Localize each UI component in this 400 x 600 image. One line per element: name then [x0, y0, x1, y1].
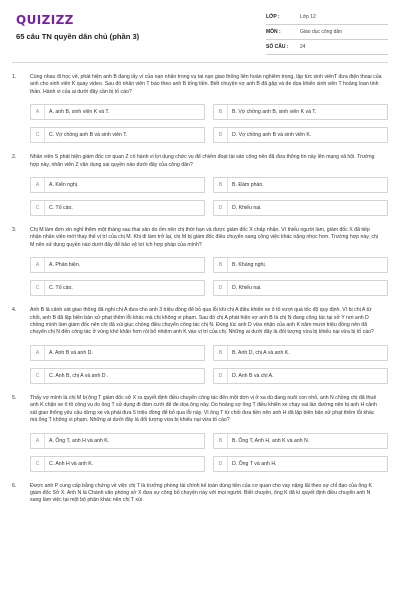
answer-option-c[interactable] [30, 456, 205, 472]
answer-option-a[interactable] [30, 177, 205, 193]
answer-options [30, 104, 388, 143]
option-text: B. Kháng nghị. [232, 262, 267, 269]
option-text: D. Vợ chồng anh B và sinh viên K. [232, 132, 312, 139]
answer-option-b[interactable] [213, 433, 388, 449]
option-letter: B [214, 178, 228, 192]
option-letter: A [31, 258, 45, 272]
option-text: B. Anh D, chị A và anh K. [232, 349, 290, 356]
answer-option-d[interactable] [213, 456, 388, 472]
meta-value: Giáo dục công dân [300, 29, 342, 35]
option-text: C. Anh H và anh K. [49, 460, 94, 467]
answer-options [30, 345, 388, 384]
option-text: A. Phản biện. [49, 262, 81, 269]
option-text: A. Ông T, anh H và anh K. [49, 437, 110, 444]
option-letter: B [214, 105, 228, 119]
option-letter: B [214, 434, 228, 448]
meta-value: Lớp 12 [300, 14, 316, 20]
meta-key: MÔN : [266, 29, 281, 35]
option-text: B. Ông T, Anh H, anh K và anh N. [232, 437, 310, 444]
question-number: 5. [12, 394, 17, 401]
question-number: 2. [12, 154, 17, 161]
question-list [12, 74, 388, 516]
option-letter: A [31, 105, 45, 119]
option-letter: C [31, 281, 45, 295]
answer-option-c[interactable] [30, 127, 205, 143]
option-letter: C [31, 369, 45, 383]
option-text: C. Tố cáo. [49, 205, 73, 212]
answer-option-b[interactable] [213, 345, 388, 361]
question-text: Anh B là cảnh sát giao thông đã nghi chị A đưa cho anh 3 triệu đồng để bỏ qua lỗi khi chị A điều khiển xe ô tô vượt quá tốc độ quy định. Vì bị chị A từ chối, anh B đã lập biên bản xử phạt thêm lỗi khác mà chị không vi phạm. Sau đó chị A phát hiện vợ anh B là chị N đang công tác tại sở Y nơi anh D chồng mình làm giám đốc nên chị đã xúi giục chồng điều chuyển công tác chị N. Đúng lúc anh D vừa nhận của anh K năm mươi triệu đồng nên đã chuyển chị N đến công tác ở vùng khó khăn hơn rồi bổ nhiệm anh K vào vị trí của chị. Những ai dưới đây là đối tượng vừa bị khiếu nại vừa bị tố cáo? [30, 307, 374, 336]
answer-option-a[interactable] [30, 345, 205, 361]
answer-options [30, 433, 388, 472]
question-number: 4. [12, 307, 17, 314]
meta-row-grade [266, 10, 388, 25]
option-text: A. Anh B và anh D. [49, 349, 93, 356]
option-text: D. Ông T và anh H. [232, 460, 277, 467]
question-item [12, 483, 388, 505]
answer-options [30, 177, 388, 216]
quizizz-logo: QUIZIZZ [16, 13, 74, 27]
option-text: C. Tố cáo. [49, 285, 73, 292]
question-text: Được anh P cung cấp bằng chứng về việc chị T là trưởng phòng tài chính kế toán dùng tiền của cơ quan cho vay nặng lãi theo sự chỉ đạo của ông K giám đốc Sở X. Anh N là Chánh văn phòng sở X đưa sự công bố chuyện này với mọi người. Biết chuyện, ông K đã kí quyết định điều chuyển anh N sang làm việc tại một bộ phận khác nên chị T xúi [30, 482, 372, 504]
question-number: 6. [12, 482, 17, 489]
worksheet-meta [266, 10, 388, 55]
question-number: 1. [12, 74, 17, 80]
answer-option-c[interactable] [30, 200, 205, 216]
option-text: D. Anh B và chị A. [232, 372, 274, 379]
answer-option-d[interactable] [213, 127, 388, 143]
option-letter: A [31, 434, 45, 448]
meta-value: 24 [300, 44, 306, 50]
option-text: D. Khiếu nại. [232, 285, 262, 292]
option-text: C. Vợ chồng anh B và sinh viên T. [49, 132, 128, 139]
answer-option-a[interactable] [30, 104, 205, 120]
option-text: B. Vợ chồng anh B, sinh viên K và T. [232, 109, 317, 116]
answer-option-d[interactable] [213, 280, 388, 296]
meta-row-subject [266, 25, 388, 40]
option-letter: D [214, 281, 228, 295]
meta-key: LỚP : [266, 14, 280, 20]
page-title: 65 câu TN quyền dân chủ (phần 3) [16, 32, 140, 41]
option-text: B. Đàm phán. [232, 182, 264, 189]
question-item [12, 395, 388, 472]
answer-option-a[interactable] [30, 433, 205, 449]
question-text: Cùng nhau đi học về, phát hiện anh B đang lấy ví của nạn nhân trong vụ tai nạn giao thông liên hoàn nghiêm trọng, lập tức sinh viênT đưa điện thoại của anh cho sinh viên K quay video. Sau đó nhân viên T báo theo anh B tống tiền. Biết chuyện vợ anh B đã gặp và đe dọa khiến sinh viên T hoảng loạn tinh thần. Hành vi của ai dưới đây cần bị tố cáo? [30, 74, 382, 95]
answer-option-b[interactable] [213, 257, 388, 273]
question-text: Thấy vợ mình là chị M bị ông T giám đốc sở X ra quyết định điều chuyển công tác đến một đơn vị ở xa dù đang nuôi con nhỏ, anh N chồng chị đã thuê anh K chặn xe ô tô công vụ do ông T sử dụng đi đám cưới để đe dọa ông này. Do hoảng sợ ông T điều khiển xe chạy sai làn đường nên bị anh H cảnh sát giao thông yêu cầu dừng xe và phải đưa 5 triệu đồng để bỏ qua lỗi này. Vì ông T từ chối đưa tiền nên anh H đã lập biên bản xử phạt thêm lỗi khác mà ông T không vi phạm. Những ai dưới đây là đối tượng vừa bị khiếu nại vừa tố cáo? [30, 394, 377, 424]
answer-option-d[interactable] [213, 200, 388, 216]
meta-row-count [266, 40, 388, 55]
option-letter: D [214, 201, 228, 215]
answer-option-b[interactable] [213, 177, 388, 193]
option-letter: C [31, 457, 45, 471]
answer-option-c[interactable] [30, 280, 205, 296]
question-item [12, 227, 388, 296]
option-text: A. anh B, sinh viên K và T. [49, 109, 110, 116]
question-item [12, 307, 388, 384]
option-text: D. Khiếu nại. [232, 205, 262, 212]
option-letter: D [214, 457, 228, 471]
option-letter: B [214, 346, 228, 360]
option-letter: D [214, 128, 228, 142]
option-text: C. Anh B, chị A và anh D . [49, 372, 109, 379]
option-letter: B [214, 258, 228, 272]
meta-key: SỐ CÂU : [266, 44, 289, 50]
option-text: A. Kiến nghị. [49, 182, 79, 189]
header-divider [12, 62, 388, 63]
question-number: 3. [12, 227, 17, 234]
option-letter: A [31, 346, 45, 360]
answer-option-b[interactable] [213, 104, 388, 120]
question-text: Chị M làm đơn xin nghỉ thêm một tháng sau thai sản do ốm nên chị thời hạn và được giám đốc X chấp nhận. Vì thiếu người làm, giám đốc X đã tiếp nhận nhân viên mới thay thế vị trí của chị M. Khi đi làm trở lại, chị M bị giám đốc điều chuyển sang công việc khác nặng nhọc hơn. Trường hợp này, chị M nên sử dụng quyền nào dưới đây để bảo vệ lợi ích hợp pháp của mình? [30, 227, 378, 248]
answer-option-a[interactable] [30, 257, 205, 273]
answer-option-c[interactable] [30, 368, 205, 384]
option-letter: C [31, 128, 45, 142]
question-item [12, 154, 388, 216]
answer-option-d[interactable] [213, 368, 388, 384]
option-letter: A [31, 178, 45, 192]
option-letter: D [214, 369, 228, 383]
option-letter: C [31, 201, 45, 215]
question-text: Nhân viên S phát hiện giám đốc cơ quan Z có hành vi lợi dụng chức vụ để chiếm đoạt tài sản công nên đã đưa thông tin này lên mạng xã hội. Trường hợp này, nhân viên Z vận dụng sai quyền nào dưới đây của công dân? [30, 154, 375, 168]
answer-options [30, 257, 388, 296]
question-item [12, 74, 388, 143]
